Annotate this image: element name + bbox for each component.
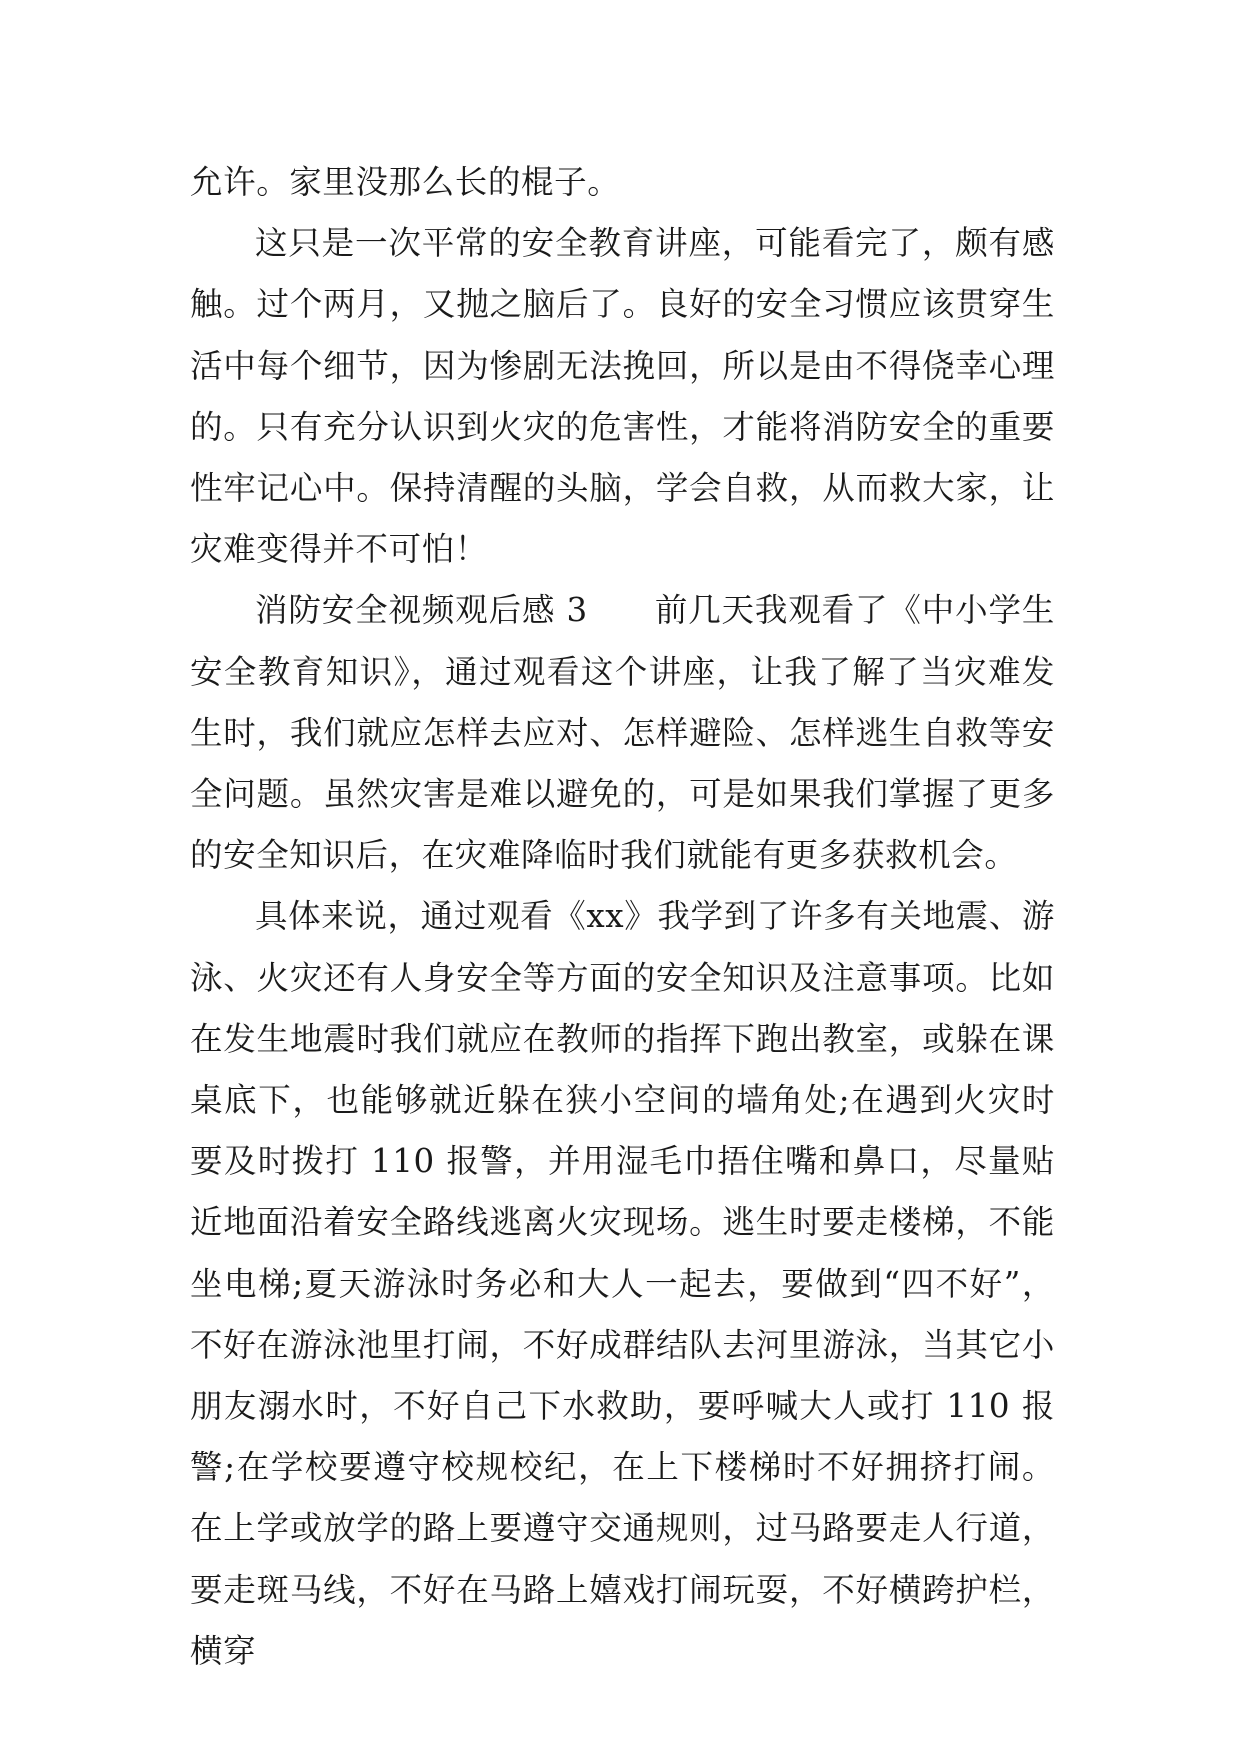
document-body bbox=[190, 152, 1055, 1682]
paragraph-1: 允许。家里没那么长的棍子。 bbox=[190, 163, 621, 201]
paragraph-4: 具体来说，通过观看《xx》我学到了许多有关地震、游泳、火灾还有人身安全等方面的安全知识及注意事项。比如在发生地震时我们就应在教师的指挥下跑出教室，或躲在课桌底下，也能够就近躲在狭小空间的墙角处;在遇到火灾时要及时拨打 110 报警，并用湿毛巾捂住嘴和鼻口，尽量贴近地面沿着安全路线逃离火灾现场。逃生时要走楼梯，不能坐电梯;夏天游泳时务必和大人一起去，要做到“四不好”，不好在游泳池里打闹，不好成群结队去河里游泳，当其它小朋友溺水时，不好自己下水救助，要呼喊大人或打 110 报警;在学校要遵守校规校纪，在上下楼梯时不好拥挤打闹。在上学或放学的路上要遵守交通规则，过马路要走人行道，要走斑马线，不好在马路上嬉戏打闹玩耍，不好横跨护栏，横穿 bbox=[190, 897, 1055, 1670]
paragraph-2: 这只是一次平常的安全教育讲座，可能看完了，颇有感触。过个两月，又抛之脑后了。良好的安全习惯应该贯穿生活中每个细节，因为惨剧无法挽回，所以是由不得侥幸心理的。只有充分认识到火灾的危害性，才能将消防安全的重要性牢记心中。保持清醒的头脑，学会自救，从而救大家，让灾难变得并不可怕！ bbox=[190, 224, 1055, 569]
paragraph-3: 消防安全视频观后感 3 前几天我观看了《中小学生安全教育知识》，通过观看这个讲座，让我了解了当灾难发生时，我们就应怎样去应对、怎样避险、怎样逃生自救等安全问题。虽然灾害是难以避免的，可是如果我们掌握了更多的安全知识后，在灾难降临时我们就能有更多获救机会。 bbox=[190, 591, 1055, 875]
